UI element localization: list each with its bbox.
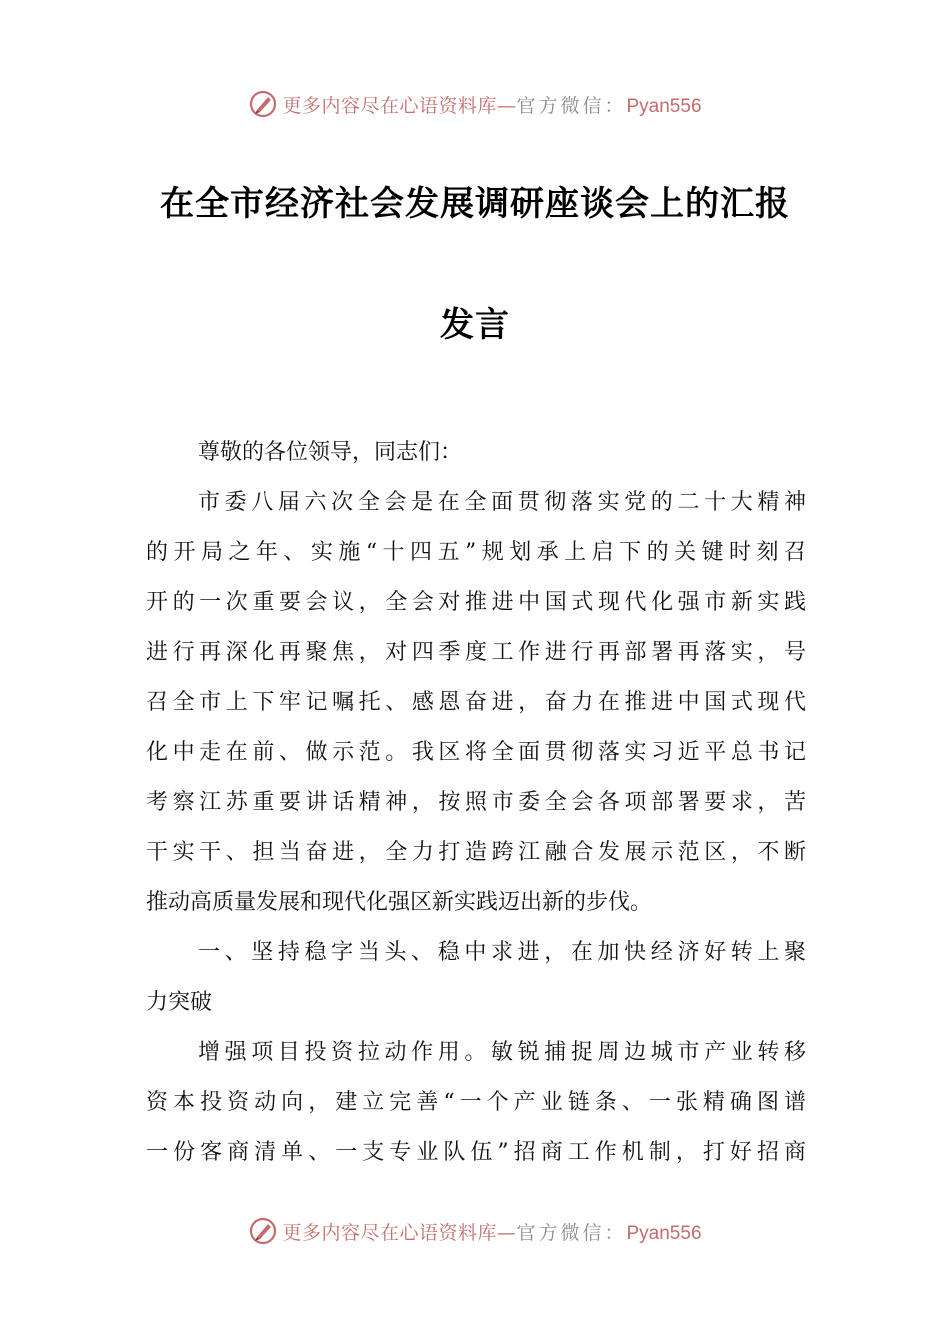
paragraph-2-line: 一份客商清单、一支专业队伍”招商工作机制，打好招商 [146,1140,806,1165]
watermark-main: 更多内容尽在心语资料库 [282,1221,497,1244]
salutation: 尊敬的各位领导，同志们： [198,440,463,465]
paragraph-1-line: 化中走在前、做示范。我区将全面贯彻落实习近平总书记 [146,740,806,765]
paragraph-1-line: 进行再深化再聚焦，对四季度工作进行再部署再落实，号 [146,640,806,665]
paragraph-1-line: 召全市上下牢记嘱托、感恩奋进，奋力在推进中国式现代 [146,690,806,715]
document-title-line-2: 发言 [440,305,510,345]
watermark-text [282,1218,701,1245]
section-heading-line: 一、坚持稳字当头、稳中求进，在加快经济好转上聚 [198,940,806,965]
document-body [146,428,806,1178]
watermark-dash: — [496,94,517,117]
watermark-wechat-label: 官方微信： [516,1221,627,1244]
pen-logo-icon [248,1216,278,1246]
watermark-banner-top [0,84,950,124]
paragraph-1-line: 考察江苏重要讲话精神，按照市委全会各项部署要求，苦 [146,790,806,815]
section-heading-line: 力突破 [146,990,213,1015]
paragraph-2-line: 增强项目投资拉动作用。敏锐捕捉周边城市产业转移 [198,1040,806,1065]
paragraph-1-line: 干实干、担当奋进，全力打造跨江融合发展示范区，不断 [146,840,806,865]
watermark-dash: — [496,1221,517,1244]
watermark-main: 更多内容尽在心语资料库 [282,94,497,117]
paragraph-1-line: 推动高质量发展和现代化强区新实践迈出新的步伐。 [146,890,653,915]
watermark-wechat-id: Pyan556 [626,95,702,117]
watermark-wechat-id: Pyan556 [626,1222,702,1244]
paragraph-1-line: 市委八届六次全会是在全面贯彻落实党的二十大精神 [198,490,806,515]
watermark-banner-bottom [0,1211,950,1251]
pen-logo-icon [248,89,278,119]
watermark-text [282,91,701,118]
document-title-line-1: 在全市经济社会发展调研座谈会上的汇报 [160,184,790,224]
paragraph-2-line: 资本投资动向，建立完善“一个产业链条、一张精确图谱 [146,1090,806,1115]
watermark-wechat-label: 官方微信： [516,94,627,117]
paragraph-1-line: 的开局之年、实施“十四五”规划承上启下的关键时刻召 [146,540,806,565]
paragraph-1-line: 开的一次重要会议，全会对推进中国式现代化强市新实践 [146,590,806,615]
